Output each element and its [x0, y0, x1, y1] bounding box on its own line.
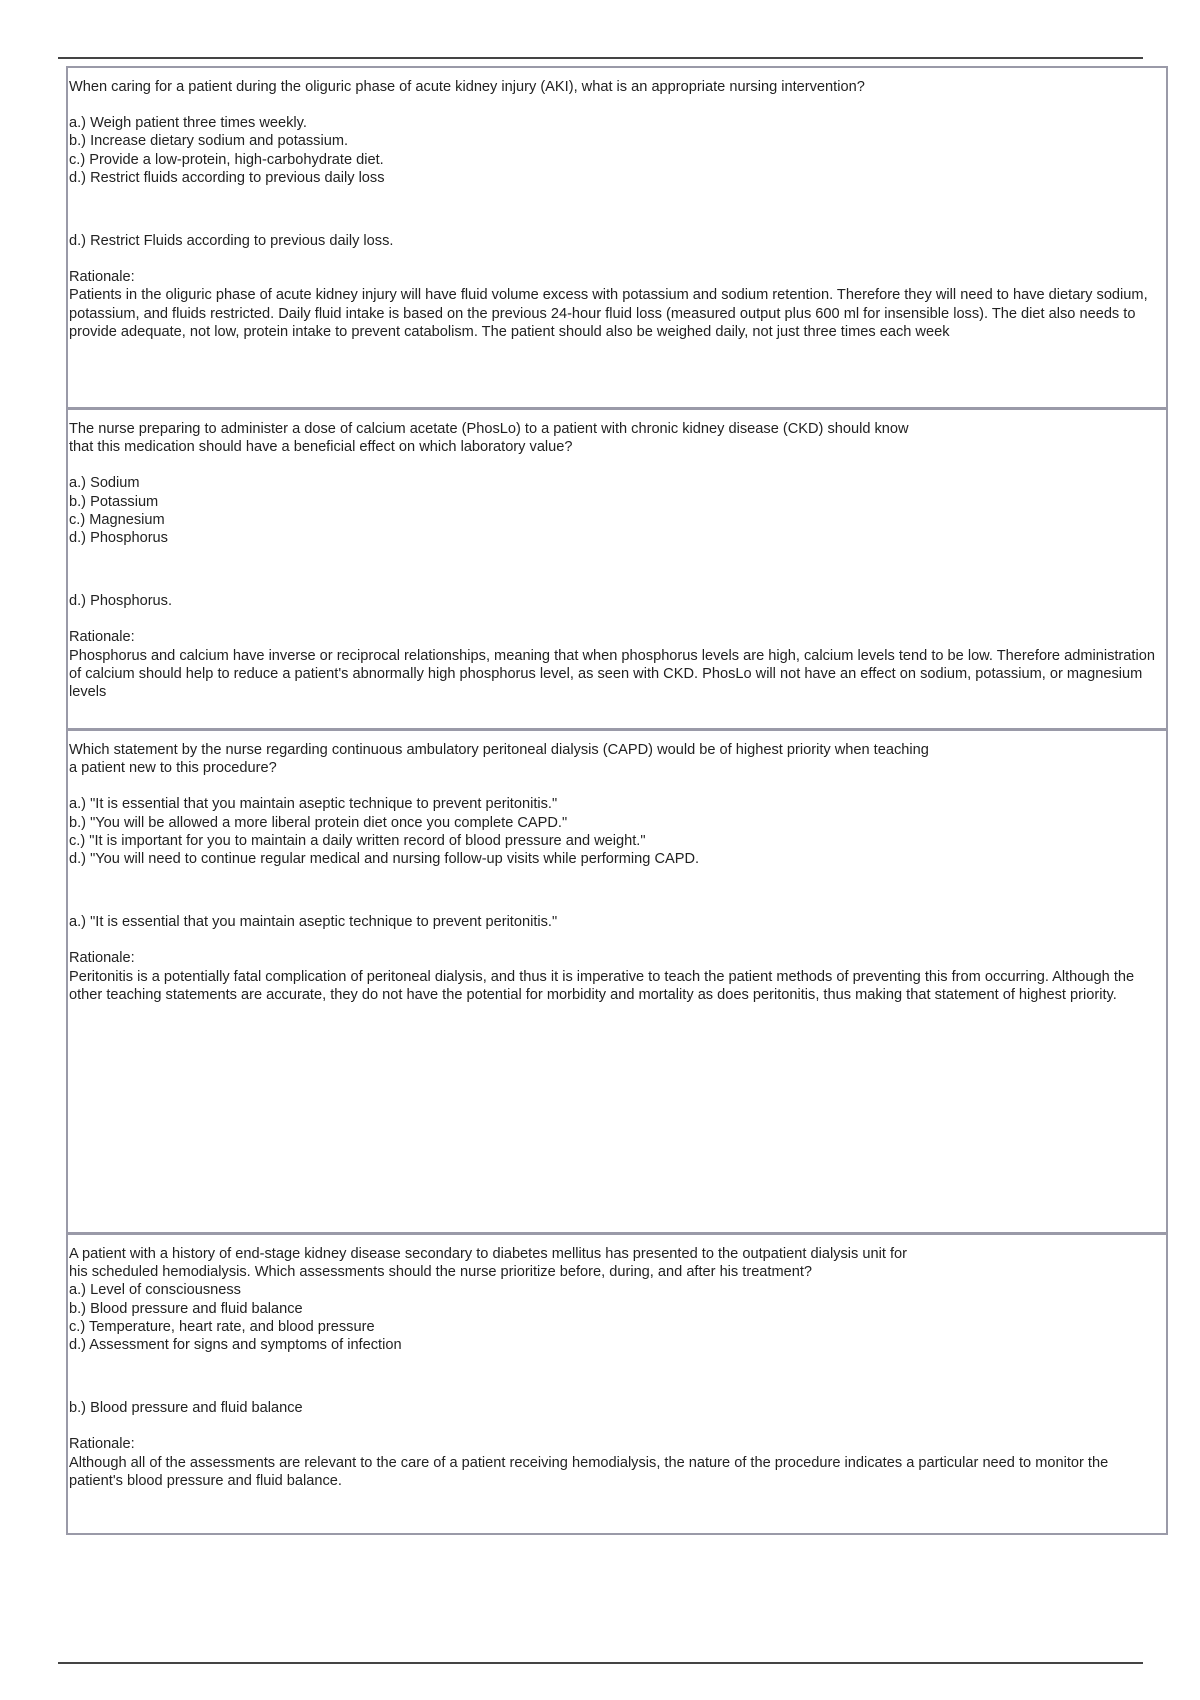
option-a: a.) Sodium	[69, 475, 140, 492]
answer-text: b.) Blood pressure and fluid balance	[69, 1400, 303, 1417]
option-b: b.) Increase dietary sodium and potassium.	[69, 133, 349, 150]
option-d: d.) Restrict fluids according to previous daily loss	[69, 169, 385, 186]
header-rule	[58, 57, 1143, 59]
rationale-label: Rationale:	[69, 950, 135, 967]
rationale-label: Rationale:	[69, 629, 135, 646]
option-list	[69, 474, 1160, 547]
rationale-text: Peritonitis is a potentially fatal complication of peritoneal dialysis, and thus it is imperative to teach the patient methods of preventing this from occurring. Although the other teaching statements are accurate, they do not have the potential for morbidity and mortality as does peritonitis, thus making that statement of highest priority.	[69, 968, 1135, 1003]
option-d: d.) Phosphorus	[69, 530, 168, 547]
question-card	[68, 68, 1166, 407]
option-list	[69, 1281, 1160, 1354]
answer-text: d.) Phosphorus.	[69, 593, 173, 610]
question-card	[68, 1232, 1166, 1533]
question-card	[68, 728, 1166, 1232]
question-text: Which statement by the nurse regarding continuous ambulatory peritoneal dialysis (CAPD) would be of highest priority when teaching a patient new to this procedure?	[69, 742, 929, 777]
question-text: When caring for a patient during the oliguric phase of acute kidney injury (AKI), what is an appropriate nursing intervention?	[69, 79, 865, 95]
rationale-text: Phosphorus and calcium have inverse or reciprocal relationships, meaning that when phosphorus levels are high, calcium levels tend to be low. Therefore administration of calcium should help to reduce a patient's abnormally high phosphorus level, as seen with CKD. PhosLo will not have an effect on sodium, potassium, or magnesium levels	[69, 647, 1155, 701]
rationale-label: Rationale:	[69, 269, 135, 286]
option-c: c.) Provide a low-protein, high-carbohydrate diet.	[69, 151, 384, 168]
option-a: a.) Level of consciousness	[69, 1282, 241, 1299]
option-b: b.) Blood pressure and fluid balance	[69, 1300, 303, 1317]
question-text: A patient with a history of end-stage kidney disease secondary to diabetes mellitus has presented to the outpatient dialysis unit for his scheduled hemodialysis. Which assessments should the nurse prioritize before, during, and after his treatment?	[69, 1246, 908, 1281]
option-c: c.) Magnesium	[69, 511, 165, 528]
question-text: The nurse preparing to administer a dose of calcium acetate (PhosLo) to a patient with chronic kidney disease (CKD) should know that this medication should have a beneficial effect on which laboratory value?	[69, 421, 909, 456]
option-b: b.) "You will be allowed a more liberal protein diet once you complete CAPD."	[69, 814, 568, 831]
rationale-text: Patients in the oliguric phase of acute kidney injury will have fluid volume excess with potassium and sodium retention. Therefore they will need to have dietary sodium, potassium, and fluids restricted. Daily fluid intake is based on the previous 24-hour fluid loss (measured output plus 600 ml for insensible loss). The diet also needs to provide adequate, not low, protein intake to prevent catabolism. The patient should also be weighed daily, not just three times each week	[69, 287, 1148, 340]
footer-rule	[58, 1662, 1143, 1664]
question-card	[68, 407, 1166, 728]
option-list	[69, 114, 1160, 187]
option-d: d.) Assessment for signs and symptoms of infection	[69, 1337, 402, 1354]
option-list	[69, 795, 1160, 868]
option-c: c.) "It is important for you to maintain a daily written record of blood pressure and weight."	[69, 832, 646, 849]
option-d: d.) "You will need to continue regular medical and nursing follow-up visits while performing CAPD.	[69, 851, 700, 868]
answer-text: a.) "It is essential that you maintain aseptic technique to prevent peritonitis."	[69, 914, 558, 931]
rationale-text: Although all of the assessments are relevant to the care of a patient receiving hemodialysis, the nature of the procedure indicates a particular need to monitor the patient's blood pressure and fluid balance.	[69, 1454, 1109, 1489]
question-table	[66, 66, 1168, 1535]
option-c: c.) Temperature, heart rate, and blood pressure	[69, 1318, 375, 1335]
option-b: b.) Potassium	[69, 493, 159, 510]
option-a: a.) "It is essential that you maintain aseptic technique to prevent peritonitis."	[69, 796, 558, 813]
answer-text: d.) Restrict Fluids according to previous daily loss.	[69, 233, 394, 250]
rationale-label: Rationale:	[69, 1436, 135, 1453]
option-a: a.) Weigh patient three times weekly.	[69, 115, 307, 132]
